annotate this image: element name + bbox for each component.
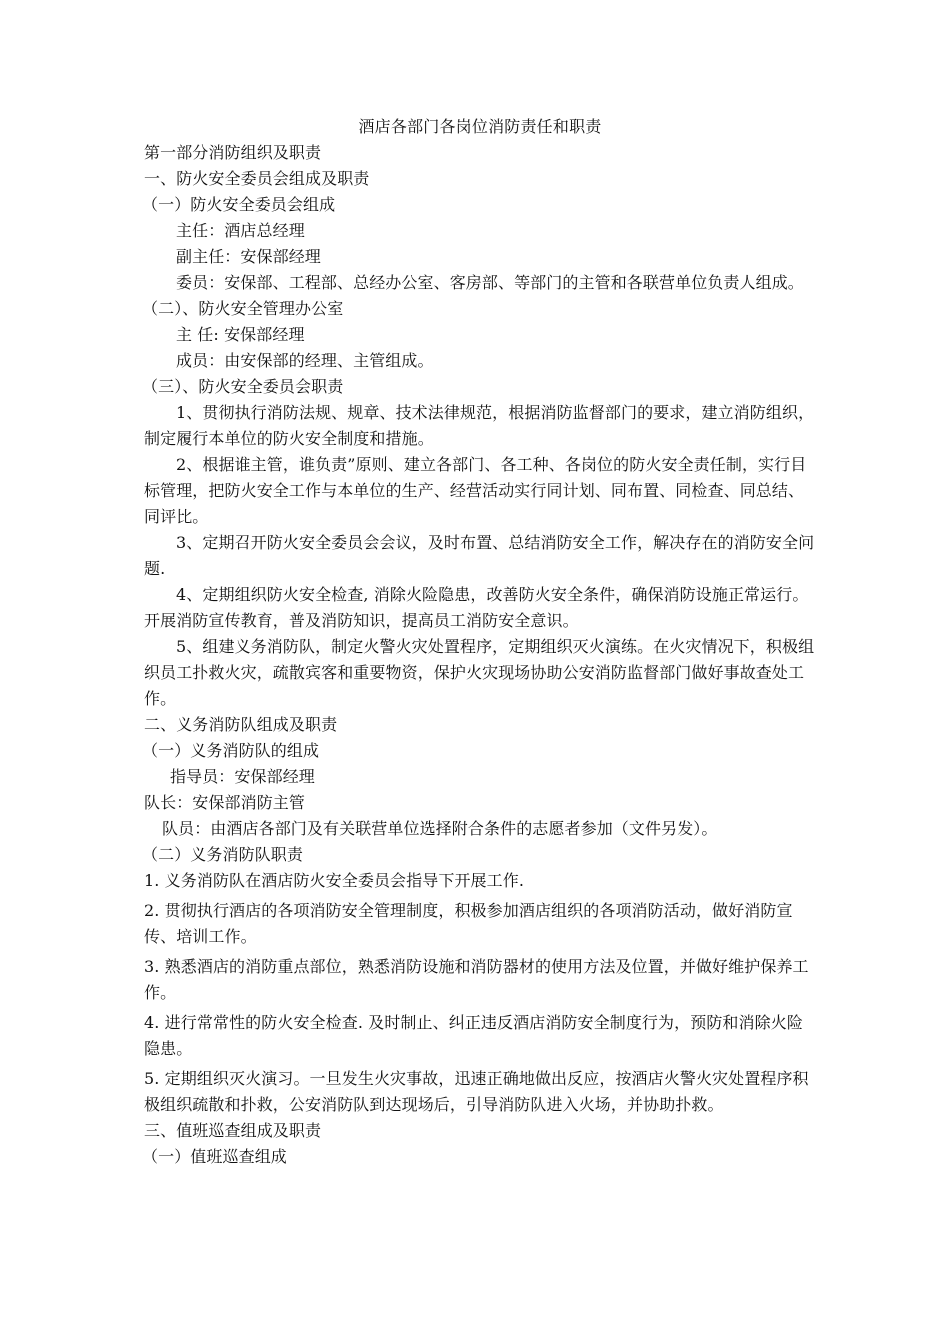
paragraph: 2、根据谁主管，谁负责”原则、建立各部门、各工种、各岗位的防火安全责任制，实行目标管理，把防火安全工作与本单位的生产、经营活动实行同计划、同布置、同检查、同总结、同评比。: [144, 455, 807, 526]
section-heading: 三、值班巡查组成及职责: [144, 1121, 322, 1140]
paragraph: 4、定期组织防火安全检查, 消除火险隐患，改善防火安全条件，确保消防设施正常运行。开展消防宣传教育，普及消防知识，提高员工消防安全意识。: [144, 585, 809, 630]
paragraph: 委员：安保部、工程部、总经办公室、客房部、等部门的主管和各联营单位负责人组成。: [176, 273, 804, 292]
member-line: 队员：由酒店各部门及有关联营单位选择附合条件的志愿者参加（文件另发）。: [162, 819, 718, 838]
subsection-heading: （三）、防火安全委员会职责: [142, 377, 344, 396]
subsection-heading: （一）值班巡查组成: [142, 1147, 287, 1166]
paragraph: 1、贯彻执行消防法规、规章、技术法律规范，根据消防监督部门的要求，建立消防组织，制定履行本单位的防火安全制度和措施。: [144, 403, 815, 448]
document-title: 酒店各部门各岗位消防责任和职责: [358, 117, 602, 136]
paragraph: 3、定期召开防火安全委员会会议，及时布置、总结消防安全工作，解决存在的消防安全问题.: [144, 533, 815, 578]
member-line: 指导员：安保部经理: [170, 767, 315, 786]
numbered-item: 2. 贯彻执行酒店的各项消防安全管理制度，积极参加酒店组织的各项消防活动，做好消防宣传、培训工作。: [144, 901, 793, 946]
part-heading: 第一部分消防组织及职责: [144, 143, 322, 162]
member-line: 主任：酒店总经理: [176, 221, 305, 240]
section-heading: 二、义务消防队组成及职责: [144, 715, 338, 734]
member-line: 队长：安保部消防主管: [144, 793, 306, 812]
numbered-item: 5. 定期组织灭火演习。一旦发生火灾事故，迅速正确地做出反应，按酒店火警火灾处置程序积极组织疏散和扑救，公安消防队到达现场后，引导消防队进入火场，并协助扑救。: [144, 1069, 809, 1114]
subsection-heading: （二）、防火安全管理办公室: [142, 299, 344, 318]
numbered-item: 3. 熟悉酒店的消防重点部位，熟悉消防设施和消防器材的使用方法及位置，并做好维护保养工作。: [144, 957, 809, 1002]
numbered-item: 4. 进行常常性的防火安全检查. 及时制止、纠正违反酒店消防安全制度行为，预防和消除火险隐患。: [144, 1013, 803, 1058]
subsection-heading: （一）义务消防队的组成: [142, 741, 320, 760]
subsection-heading: （二）义务消防队职责: [142, 845, 304, 864]
member-line: 主 任: 安保部经理: [176, 325, 305, 344]
member-line: 成员：由安保部的经理、主管组成。: [176, 351, 434, 370]
numbered-item: 1. 义务消防队在酒店防火安全委员会指导下开展工作.: [144, 871, 525, 890]
section-heading: 一、防火安全委员会组成及职责: [144, 169, 370, 188]
subsection-heading: （一）防火安全委员会组成: [142, 195, 336, 214]
document-content: [144, 114, 816, 1170]
member-line: 副主任：安保部经理: [176, 247, 321, 266]
paragraph: 5、组建义务消防队，制定火警火灾处置程序，定期组织灭火演练。在火灾情况下，积极组织员工扑救火灾，疏散宾客和重要物资，保护火灾现场协助公安消防监督部门做好事故查处工作。: [144, 637, 815, 708]
